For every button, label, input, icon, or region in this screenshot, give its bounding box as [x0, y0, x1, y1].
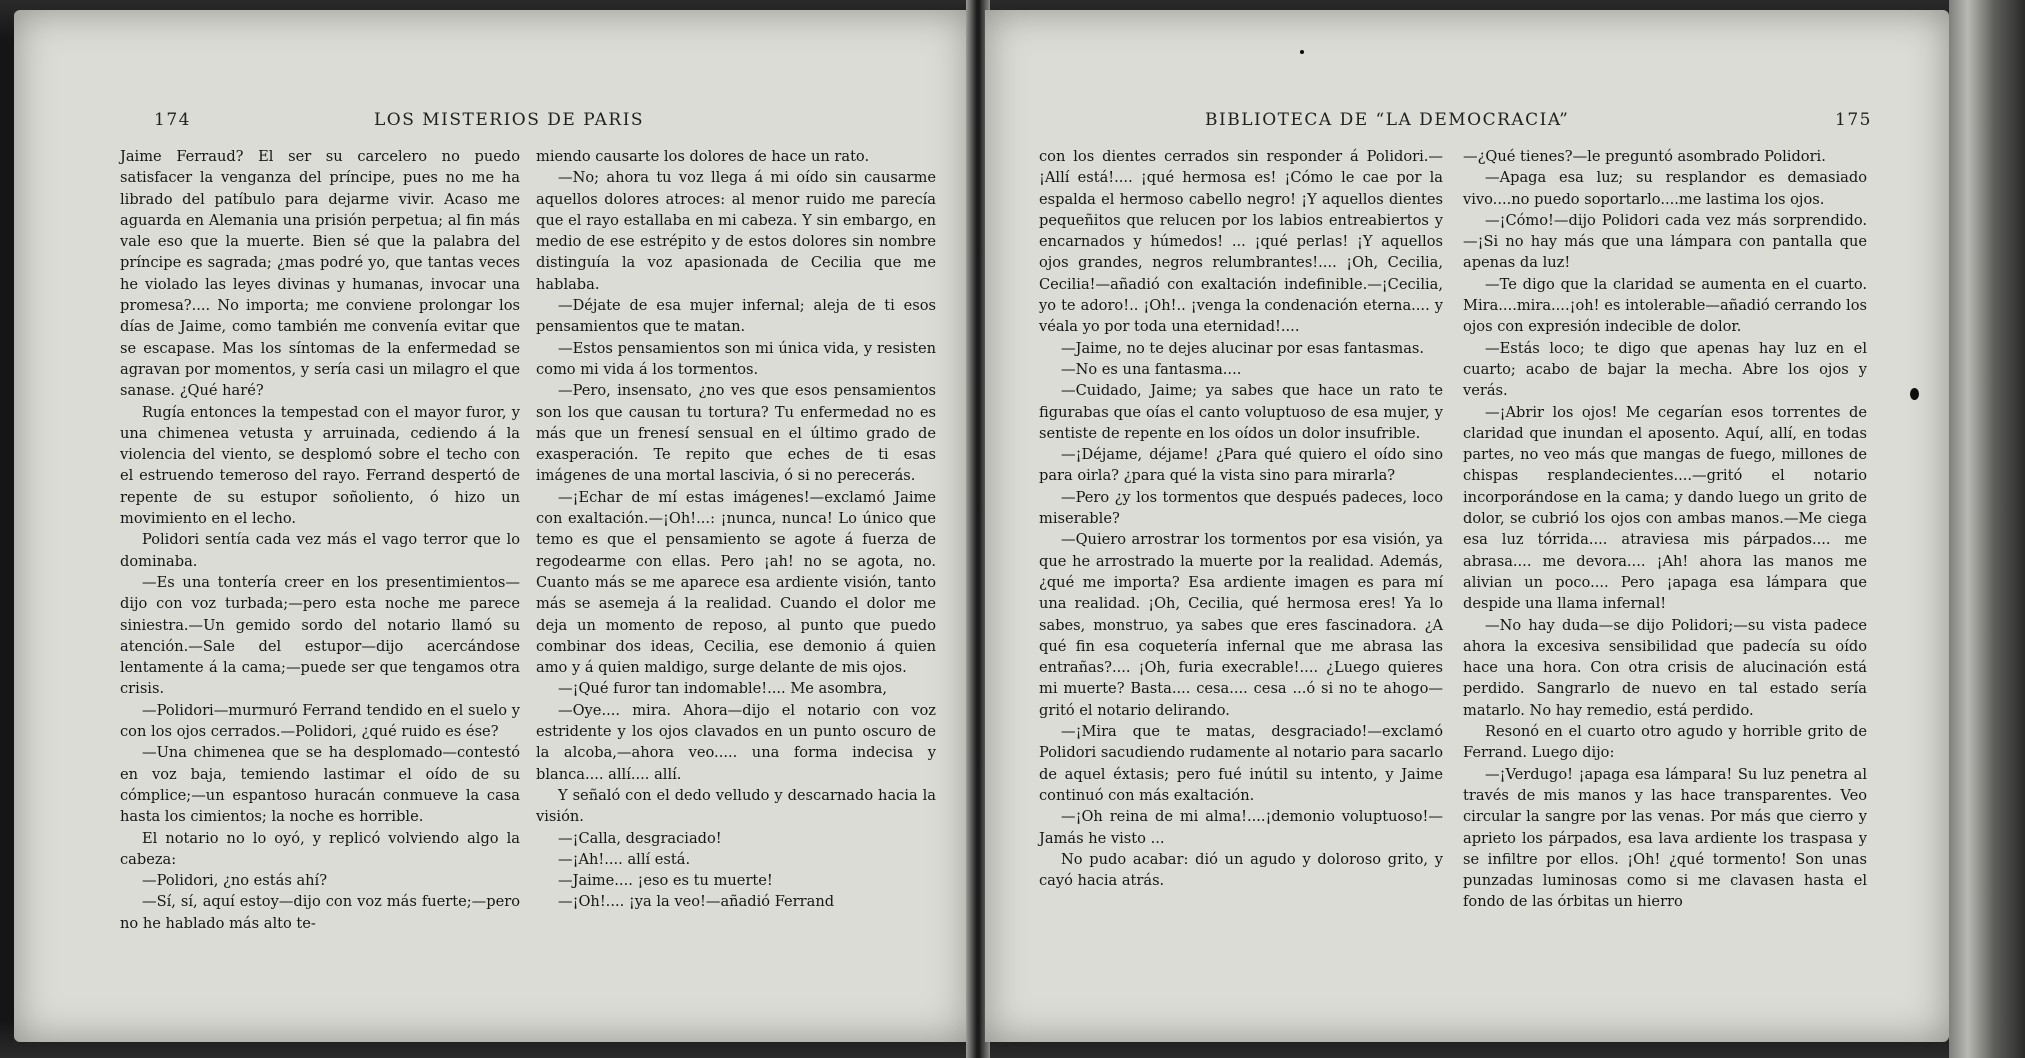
- right-page: [985, 10, 1949, 1042]
- ink-speck: [1300, 50, 1304, 54]
- right-page-column-1: [1039, 146, 1443, 891]
- right-page-number: 175: [1835, 110, 1872, 130]
- paragraph: Rugía entonces la tempestad con el mayor furor, y una chimenea vetusta y arruinada, cediendo á la violencia del viento, se desplomó sobre el techo con el estruendo temeroso del rayo. Ferrand despertó de repente de su estupor soñoliento, ó hizo un movimiento en el lecho.: [120, 403, 520, 528]
- paragraph: —¡Calla, desgraciado!: [558, 829, 722, 847]
- paragraph: —Estás loco; te digo que apenas hay luz en el cuarto; acabo de bajar la mecha. Abre los ojos y verás.: [1463, 339, 1867, 400]
- paragraph: miendo causarte los dolores de hace un rato.: [536, 148, 870, 165]
- paragraph: —¡Cómo!—dijo Polidori cada vez más sorprendido.—¡Si no hay más que una lámpara con pantalla que apenas da luz!: [1463, 211, 1867, 272]
- paragraph: —¡Verdugo! ¡apaga esa lámpara! Su luz penetra al través de mis manos y las hace transparentes. Veo circular la sangre por las venas. Por más que cierro y aprieto los párpados, esa lava ardiente los traspasa y se infiltre por ellos. ¡Oh! ¿qué tormento! Son unas punzadas luminosas como si me clavasen hasta el fondo de las órbitas un hierro: [1463, 765, 1867, 911]
- paragraph: El notario no lo oyó, y replicó volviendo algo la cabeza:: [120, 829, 520, 868]
- paragraph: —¡Abrir los ojos! Me cegarían esos torrentes de claridad que inundan el aposento. Aquí, allí, en todas partes, no veo más que mangas de fuego, millones de chispas resplandecientes....—gritó el notario incorporándose en la cama; y dando luego un grito de dolor, se cubrió los ojos con ambas manos.—Me ciega esa luz tórrida.... atraviesa mis párpados.... me abrasa.... me devora.... ¡Ah! ahora las manos me alivian un poco.... Pero ¡apaga esa lámpara que despide una llama infernal!: [1463, 403, 1867, 613]
- left-page-column-1: [120, 146, 520, 934]
- page-edge-strip: [1949, 0, 2025, 1058]
- paragraph: —¡Oh!.... ¡ya la veo!—añadió Ferrand: [558, 893, 835, 911]
- paragraph: Polidori sentía cada vez más el vago terror que lo dominaba.: [120, 531, 520, 570]
- paragraph: —¡Oh reina de mi alma!....¡demonio voluptuoso!—Jamás he visto ...: [1039, 808, 1443, 847]
- paragraph: —Polidori, ¿no estás ahí?: [142, 872, 328, 890]
- ink-speck: [1910, 388, 1919, 400]
- paragraph: Jaime Ferraud? El ser su carcelero no puedo satisfacer la venganza del príncipe, pues no me ha librado del patíbulo para dejarme vivir. Acaso me aguarda en Alemania una prisión perpetua; al fin más vale eso que la muerte. Bien sé que la palabra del príncipe es sagrada; ¿mas podré yo, que tantas veces he violado las leyes divinas y humanas, invocar una promesa?.... No importa; me conviene prolongar los días de Jaime, como también me convenía evitar que se escapase. Mas los síntomas de la enfermedad se agravan por momentos, y sería casi un milagro el que sanase. ¿Qué haré?: [120, 148, 520, 400]
- paragraph: —Cuidado, Jaime; ya sabes que hace un rato te figurabas que oías el canto voluptuoso de esa mujer, y sentiste de repente en los oídos un dolor insufrible.: [1039, 382, 1443, 442]
- paragraph: con los dientes cerrados sin responder á Polidori.—¡Allí está!.... ¡qué hermosa es! ¡Cómo le cae por la espalda el hermoso cabello negro! ¡Y aquellos dientes pequeñitos que relucen por los labios entreabiertos y encarnados y húmedos! ... ¡qué perlas! ¡Y aquellos ojos grandes, negros relumbrantes!.... ¡Oh, Cecilia, Cecilia!—añadió con exaltación indefinible.—¡Cecilia, yo te adoro!.. ¡Oh!.. ¡venga la condenación eterna.... y véala yo por toda una eternidad!....: [1039, 148, 1443, 336]
- paragraph: —¡Déjame, déjame! ¿Para qué quiero el oído sino para oirla? ¿para qué la vista sino para mirarla?: [1039, 446, 1443, 485]
- paragraph: —¿Qué tienes?—le preguntó asombrado Polidori.: [1463, 148, 1826, 165]
- left-page: [14, 10, 970, 1042]
- left-page-number: 174: [154, 110, 191, 130]
- paragraph: —Déjate de esa mujer infernal; aleja de ti esos pensamientos que te matan.: [536, 297, 936, 336]
- right-running-head: BIBLIOTECA DE “LA DEMOCRACIA”: [1205, 110, 1570, 130]
- paragraph: —Jaime.... ¡eso es tu muerte!: [558, 872, 773, 890]
- paragraph: —Pero, insensato, ¿no ves que esos pensamientos son los que causan tu tortura? Tu enfermedad no es más que un frenesí sensual en el último grado de exasperación. Te repito que eches de ti esas imágenes de una mortal lascivia, ó si no perecerás.: [536, 382, 936, 485]
- paragraph: —¡Ah!.... allí está.: [558, 850, 691, 868]
- paragraph: —No es una fantasma....: [1061, 360, 1242, 378]
- paragraph: —Es una tontería creer en los presentimientos—dijo con voz turbada;—pero esta noche me parece siniestra.—Un gemido sordo del notario llamó su atención.—Sale del estupor—dijo acercándose lentamente á la cama;—puede ser que tengamos otra crisis.: [120, 573, 520, 698]
- paragraph: —¡Mira que te matas, desgraciado!—exclamó Polidori sacudiendo rudamente al notario para sacarlo de aquel éxtasis; pero fué inútil su intento, y Jaime continuó con más exaltación.: [1039, 723, 1443, 804]
- left-running-head: LOS MISTERIOS DE PARIS: [374, 110, 645, 130]
- paragraph: —Polidori—murmuró Ferrand tendido en el suelo y con los ojos cerrados.—Polidori, ¿qué ruido es ése?: [120, 701, 520, 741]
- paragraph: —Quiero arrostrar los tormentos por esa visión, ya que he arrostrado la muerte por la realidad. Además, ¿qué me importa? Esa ardiente imagen es para mí una realidad. ¡Oh, Cecilia, qué hermosa eres! Ya lo sabes, monstruo, ya sabes que eres fascinadora. ¿A qué fin esa coquetería infernal que me abrasa las entrañas?.... ¡Oh, furia execrable!.... ¿Luego quieres mi muerte? Basta.... cesa.... cesa ...ó si no te ahogo—gritó el notario delirando.: [1039, 531, 1443, 719]
- paragraph: —No hay duda—se dijo Polidori;—su vista padece ahora la excesiva sensibilidad que padecía su oído hace una hora. Con otra crisis de alucinación está perdido. Sangrarlo de nuevo en tal estado sería matarlo. No hay remedio, está perdido.: [1463, 616, 1867, 719]
- paragraph: —Una chimenea que se ha desplomado—contestó en voz baja, temiendo lastimar el oído de su cómplice;—un espantoso huracán conmueve la casa hasta los cimientos; la noche es horrible.: [120, 744, 520, 826]
- paragraph: —Sí, sí, aquí estoy—dijo con voz más fuerte;—pero no he hablado más alto te-: [120, 893, 520, 932]
- paragraph: —Oye.... mira. Ahora—dijo el notario con voz estridente y los ojos clavados en un punto oscuro de la alcoba,—ahora veo..... una forma indecisa y blanca.... allí.... allí.: [536, 701, 936, 783]
- paragraph: Resonó en el cuarto otro agudo y horrible grito de Ferrand. Luego dijo:: [1463, 723, 1867, 762]
- paragraph: —¡Echar de mí estas imágenes!—exclamó Jaime con exaltación.—¡Oh!...: ¡nunca, nunca! Lo único que temo es que el pensamiento se agote á fuerza de regodearme con ellas. Pero ¡ah! no se agota, no. Cuanto más se me aparece esa ardiente visión, tanto más se asemeja á la realidad. Cuando el dolor me deja un momento de reposo, al punto que puedo combinar dos ideas, Cecilia, ese demonio á quien amo y á quien maldigo, surge delante de mis ojos.: [536, 488, 936, 677]
- paragraph: —No; ahora tu voz llega á mi oído sin causarme aquellos dolores atroces: al menor ruido me parecía que el rayo estallaba en mi cabeza. Y sin embargo, en medio de ese estrépito y de estos dolores sin nombre distinguía la voz apasionada de Cecilia que me hablaba.: [536, 169, 936, 293]
- paragraph: —Pero ¿y los tormentos que después padeces, loco miserable?: [1039, 488, 1443, 528]
- paragraph: —Jaime, no te dejes alucinar por esas fantasmas.: [1061, 339, 1425, 357]
- paragraph: —Te digo que la claridad se aumenta en el cuarto. Mira....mira....¡oh! es intolerable—añadió cerrando los ojos con expresión indecible de dolor.: [1463, 275, 1867, 336]
- right-page-column-2: [1463, 146, 1867, 913]
- left-page-column-2: [536, 146, 936, 913]
- paragraph: —Estos pensamientos son mi única vida, y resisten como mi vida á los tormentos.: [536, 339, 936, 378]
- paragraph: —¡Qué furor tan indomable!.... Me asombra,: [558, 680, 888, 698]
- paragraph: —Apaga esa luz; su resplandor es demasiado vivo....no puedo soportarlo....me lastima los ojos.: [1463, 169, 1867, 208]
- paragraph: Y señaló con el dedo velludo y descarnado hacia la visión.: [536, 786, 936, 826]
- paragraph: No pudo acabar: dió un agudo y doloroso grito, y cayó hacia atrás.: [1039, 850, 1443, 890]
